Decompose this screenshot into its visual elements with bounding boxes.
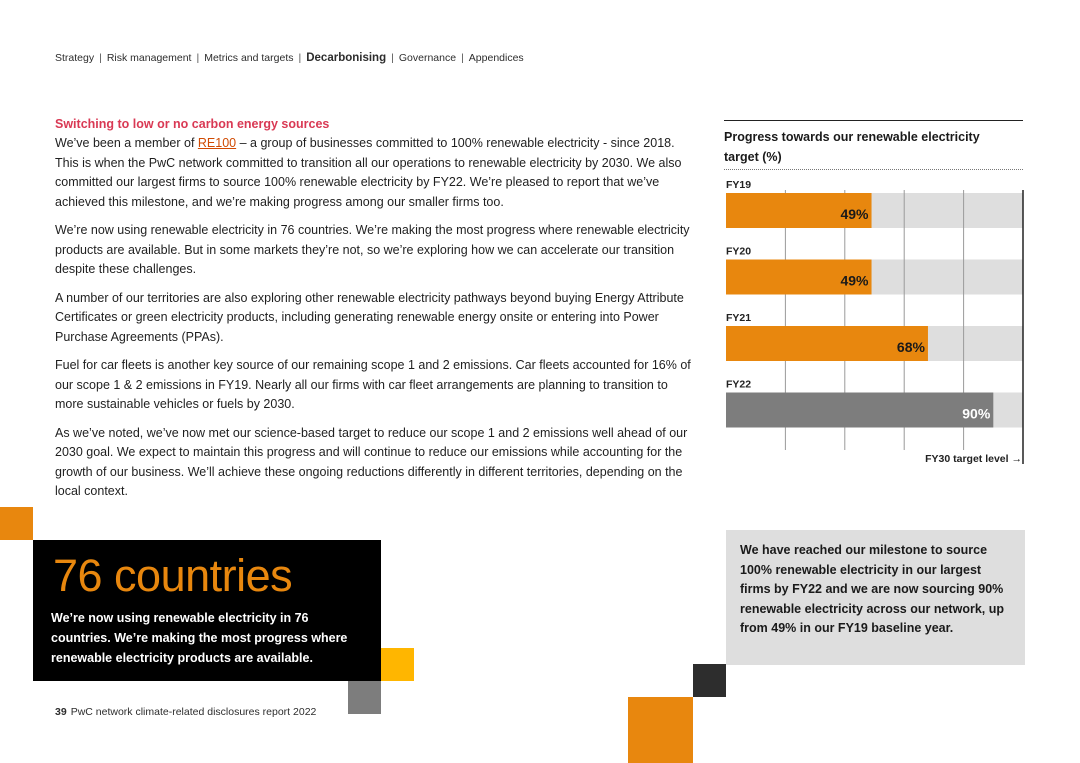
nav-separator: | (298, 52, 302, 64)
nav-item-strategy[interactable]: Strategy (55, 52, 95, 64)
category-label: FY21 (726, 312, 752, 324)
big-stat: 76 countries (53, 550, 293, 601)
stat-callout-text: We’re now using renewable electricity in 76 countries. We’re making the most progress where renewable electricity products are available. (51, 611, 348, 665)
nav-item-governance[interactable]: Governance (398, 52, 457, 64)
nav-separator: | (461, 52, 464, 64)
decorative-square-orange (0, 507, 33, 540)
milestone-callout (726, 530, 1025, 665)
nav-item-metrics-and-targets[interactable]: Metrics and targets (204, 52, 294, 64)
section-heading: Switching to low or no carbon energy sources (55, 117, 330, 131)
decorative-square-yellow (381, 648, 414, 681)
chart-title: Progress towards our renewable electricity target (%) (724, 130, 980, 164)
data-label: 49% (840, 272, 869, 289)
page-footer (55, 706, 316, 718)
chart-plot (724, 120, 1024, 470)
data-label: 49% (840, 206, 869, 222)
decorative-square-orange-large (628, 697, 693, 763)
nav-item-risk-management[interactable]: Risk management (106, 52, 192, 64)
re100-link[interactable]: RE100 (197, 136, 237, 150)
decorative-square-grey (348, 681, 381, 714)
paragraph-car-fleets: Fuel for car fleets is another key source of our remaining scope 1 and 2 emissions. Car fleets accounted for 16% of our scope 1 & 2 emissions in FY19. Nearly all our firms with car fleet arrangements are planning to transition to more sustainable vehicles or fuels by 2030. (55, 358, 691, 411)
decorative-square-dark (693, 664, 726, 697)
nav-separator: | (391, 52, 394, 64)
bar (726, 393, 993, 428)
data-label: 68% (896, 339, 925, 355)
main-body (55, 117, 695, 511)
arrow-right-icon: → (1011, 453, 1022, 465)
paragraph-76-countries: We’re now using renewable electricity in 76 countries. We’re making the most progress where renewable electricity products are available. But in some markets they’re not, so we’re exploring how we can accelerate our transition despite these challenges. (55, 223, 690, 276)
paragraph-text: We’ve been a member of (55, 136, 198, 150)
renewable-progress-chart (724, 120, 1024, 470)
paragraph-re100 (55, 134, 695, 212)
page-number: 39 (55, 706, 67, 718)
nav-item-appendices[interactable]: Appendices (468, 52, 524, 64)
nav-item-decarbonising[interactable]: Decarbonising (306, 52, 387, 64)
data-label: 90% (962, 405, 991, 422)
stat-callout (33, 540, 381, 681)
category-label: FY20 (726, 245, 752, 258)
category-label: FY19 (726, 179, 752, 191)
nav-separator: | (196, 52, 200, 64)
report-title: PwC network climate-related disclosures report 2022 (70, 706, 317, 718)
milestone-callout-text: We have reached our milestone to source 100% renewable electricity in our largest firms by FY22 and we are now sourcing 90% renewable electricity across our network, up from 49% in our FY19 baseline year. (740, 543, 1004, 635)
category-label: FY22 (726, 378, 752, 391)
target-label-text: FY30 target level (925, 453, 1009, 465)
paragraph-text: – a group of businesses committed to 100% renewable electricity - since 2018. This is when the PwC network committed to transition all our operations to renewable electricity by 2030. We also committed our largest firms to source 100% renewable electricity by FY22. We’re pleased to report that we’ve achieved this milestone, and we’re making progress among our smaller firms too. (55, 136, 682, 209)
nav-separator: | (99, 52, 102, 64)
section-nav (55, 52, 524, 64)
paragraph-science-based-target: As we’ve noted, we’ve now met our science-based target to reduce our scope 1 and 2 emissions well ahead of our 2030 goal. We expect to maintain this progress and will continue to reduce our emissions while accounting for the growth of our business. We’ll achieve these ongoing reductions differently in different territories, depending on the local context. (55, 425, 688, 498)
target-level-label (925, 453, 1022, 465)
paragraph-pathways: A number of our territories are also exploring other renewable electricity pathways beyond buying Energy Attribute Certificates or green electricity products, including generating renewable energy onsite or entering into Power Purchase Agreements (PPAs). (55, 290, 684, 344)
